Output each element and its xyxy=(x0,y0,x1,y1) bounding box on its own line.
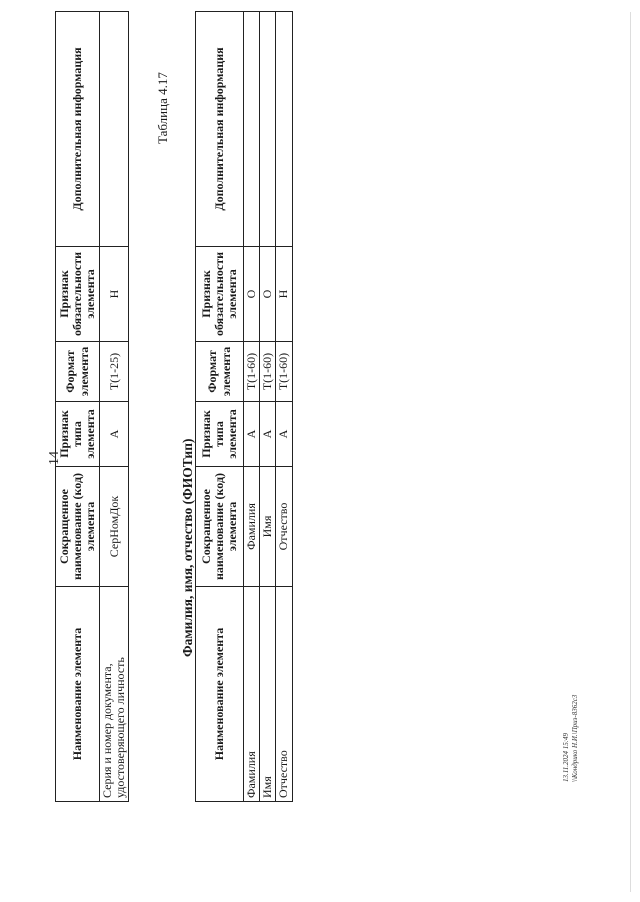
header-info: Дополнительная информация xyxy=(196,12,244,247)
cell-format: T(1-25) xyxy=(100,342,129,402)
header-format: Формат элемента xyxy=(196,342,244,402)
header-name: Наименование элемента xyxy=(56,587,100,802)
table-row xyxy=(276,12,292,802)
header-code: Сокращенное наименование (код) элемента xyxy=(56,467,100,587)
cell-type: А xyxy=(276,402,292,467)
table-title: Фамилия, имя, отчество (ФИОТип) xyxy=(180,438,195,657)
stamp-date: 13.11.2024 15:49 xyxy=(562,732,570,782)
header-format: Формат элемента xyxy=(56,342,100,402)
header-type: Признак типа элемента xyxy=(196,402,244,467)
table-label: Таблица 4.17 xyxy=(155,72,170,144)
cell-required: Н xyxy=(276,247,292,342)
page-number: 14 xyxy=(47,451,62,465)
table-row xyxy=(244,12,260,802)
cell-name: Серия и номер документа, удостоверяющего личность xyxy=(100,587,129,802)
header-name: Наименование элемента xyxy=(196,587,244,802)
cell-code: Отчество xyxy=(276,467,292,587)
header-info: Дополнительная информация xyxy=(56,12,100,247)
cell-format: T(1-60) xyxy=(276,342,292,402)
cell-type: А xyxy=(260,402,276,467)
table-header-row xyxy=(196,12,244,802)
header-code: Сокращенное наименование (код) элемента xyxy=(196,467,244,587)
cell-required: О xyxy=(244,247,260,342)
table-row xyxy=(260,12,276,802)
table-row xyxy=(100,12,129,802)
cell-info xyxy=(260,12,276,247)
cell-type: А xyxy=(244,402,260,467)
table-fio xyxy=(195,11,293,802)
cell-info xyxy=(244,12,260,247)
cell-type: А xyxy=(100,402,129,467)
cell-info xyxy=(276,12,292,247)
table-header-row xyxy=(56,12,100,802)
cell-info xyxy=(100,12,129,247)
cell-required: Н xyxy=(100,247,129,342)
cell-required: О xyxy=(260,247,276,342)
print-stamp xyxy=(562,695,580,782)
cell-format: T(1-60) xyxy=(244,342,260,402)
cell-name: Фамилия xyxy=(244,587,260,802)
page-edge-line xyxy=(630,12,631,892)
cell-code: Фамилия xyxy=(244,467,260,587)
cell-code: Имя xyxy=(260,467,276,587)
header-required: Признак обязательности элемента xyxy=(196,247,244,342)
cell-name: Отчество xyxy=(276,587,292,802)
stamp-user: \\Кондрико Н.И.\Приз-8362с3 xyxy=(571,694,580,782)
header-required: Признак обязательности элемента xyxy=(56,247,100,342)
header-type: Признак типа элемента xyxy=(56,402,100,467)
table-document-series xyxy=(55,11,129,802)
cell-name: Имя xyxy=(260,587,276,802)
cell-code: СерНомДок xyxy=(100,467,129,587)
cell-format: T(1-60) xyxy=(260,342,276,402)
